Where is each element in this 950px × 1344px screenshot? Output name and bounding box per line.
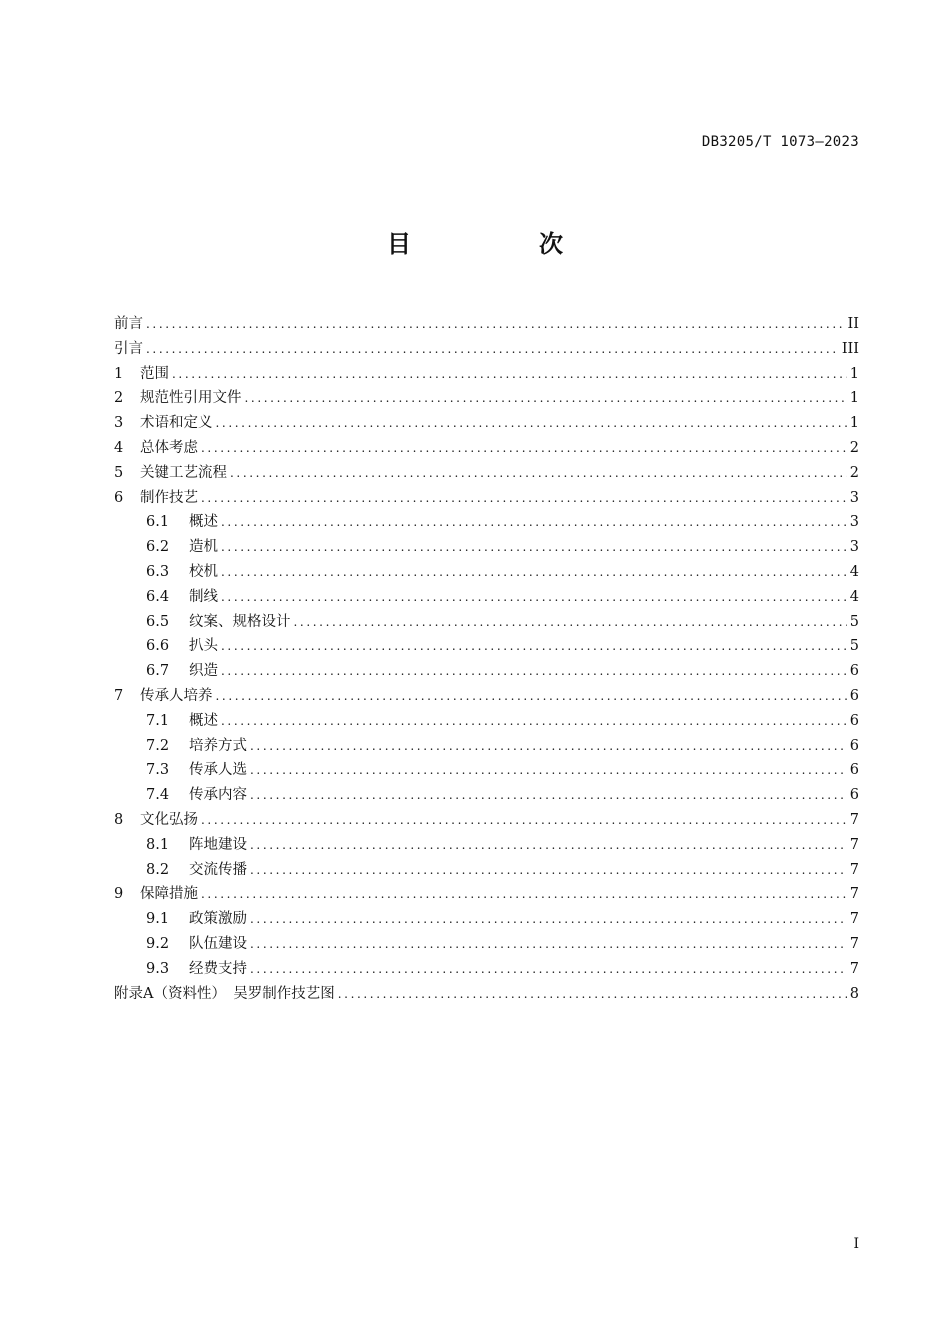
toc-entry[interactable] (114, 634, 859, 659)
toc-entry-page: 6 (849, 663, 859, 680)
toc-entry-page: 4 (849, 563, 859, 580)
table-of-contents (114, 312, 859, 1006)
toc-entry-label: 队伍建设 (189, 935, 247, 952)
toc-entry-label: 经费支持 (189, 960, 247, 977)
dot-leader (221, 510, 847, 535)
toc-entry-number: 9.3 (146, 960, 170, 977)
toc-entry-page: II (847, 316, 859, 332)
toc-entry-number: 6.1 (146, 514, 170, 531)
toc-entry-page: 7 (849, 836, 859, 853)
toc-entry-label: 传承人选 (189, 762, 247, 779)
dot-leader (216, 684, 847, 709)
toc-entry-label: 引言 (114, 340, 143, 357)
toc-entry-number: 8.2 (146, 861, 170, 878)
toc-entry-page: 7 (849, 861, 859, 878)
toc-entry[interactable] (114, 982, 859, 1007)
toc-entry-label: 培养方式 (189, 737, 247, 754)
toc-entry-label: 规范性引用文件 (140, 390, 242, 407)
toc-entry-label: 文化弘扬 (140, 811, 198, 828)
toc-entry-label: 附录A（资料性） 吴罗制作技艺图 (114, 985, 335, 1002)
toc-entry-page: 3 (849, 539, 859, 556)
toc-entry-number: 7.2 (146, 737, 170, 754)
toc-entry-page: 5 (849, 613, 859, 630)
toc-entry-page: 6 (849, 787, 859, 804)
toc-entry-number: 4 (114, 439, 124, 456)
dot-leader (221, 709, 847, 734)
toc-entry[interactable] (114, 312, 859, 337)
toc-entry-page: 7 (849, 911, 859, 928)
toc-entry-page: 7 (849, 811, 859, 828)
dot-leader (146, 337, 839, 362)
dot-leader (250, 858, 847, 883)
toc-entry-label: 制作技艺 (140, 489, 198, 506)
toc-entry-label: 校机 (189, 563, 218, 580)
toc-entry-number: 6.4 (146, 588, 170, 605)
toc-entry-page: 6 (849, 762, 859, 779)
toc-entry[interactable] (114, 709, 859, 734)
toc-entry-label: 交流传播 (189, 861, 247, 878)
toc-entry-number: 6.3 (146, 563, 170, 580)
dot-leader (250, 833, 847, 858)
dot-leader (294, 610, 847, 635)
toc-entry[interactable] (114, 436, 859, 461)
dot-leader (338, 982, 847, 1007)
toc-entry-number: 6.5 (146, 613, 170, 630)
toc-entry[interactable] (114, 882, 859, 907)
toc-entry[interactable] (114, 957, 859, 982)
toc-entry-number: 9.2 (146, 935, 170, 952)
dot-leader (250, 758, 847, 783)
dot-leader (172, 362, 847, 387)
toc-entry-number: 6.7 (146, 663, 170, 680)
toc-entry-page: 2 (849, 464, 859, 481)
dot-leader (245, 386, 847, 411)
toc-entry[interactable] (114, 858, 859, 883)
toc-entry-label: 概述 (189, 514, 218, 531)
toc-entry[interactable] (114, 907, 859, 932)
toc-entry-label: 概述 (189, 712, 218, 729)
dot-leader (221, 560, 847, 585)
toc-entry[interactable] (114, 610, 859, 635)
toc-entry-page: 2 (849, 439, 859, 456)
toc-entry-number: 7.1 (146, 712, 170, 729)
toc-entry-page: 4 (849, 588, 859, 605)
toc-entry-number: 7.4 (146, 787, 170, 804)
toc-entry-label: 纹案、规格设计 (189, 613, 291, 630)
toc-entry-page: 6 (849, 737, 859, 754)
toc-entry[interactable] (114, 932, 859, 957)
dot-leader (221, 585, 847, 610)
toc-entry-number: 3 (114, 415, 124, 432)
toc-entry-page: 3 (849, 489, 859, 506)
toc-entry-page: 5 (849, 638, 859, 655)
toc-entry-number: 7 (114, 687, 124, 704)
toc-entry-page: 1 (849, 415, 859, 432)
dot-leader (216, 411, 847, 436)
toc-entry-page: III (841, 340, 859, 357)
toc-entry-page: 6 (849, 687, 859, 704)
toc-entry-page: 7 (849, 935, 859, 952)
toc-entry[interactable] (114, 808, 859, 833)
toc-entry[interactable] (114, 411, 859, 436)
dot-leader (221, 535, 847, 560)
toc-entry[interactable] (114, 386, 859, 411)
toc-entry-page: 3 (849, 514, 859, 531)
dot-leader (250, 907, 847, 932)
toc-entry-label: 保障措施 (140, 886, 198, 903)
toc-entry-number: 6.6 (146, 638, 170, 655)
dot-leader (146, 312, 845, 337)
toc-entry-label: 扒头 (189, 638, 218, 655)
toc-entry[interactable] (114, 510, 859, 535)
toc-entry-page: 8 (849, 985, 859, 1002)
toc-entry-page: 7 (849, 886, 859, 903)
toc-title: 目 次 (387, 230, 615, 258)
toc-entry[interactable] (114, 337, 859, 362)
toc-entry-label: 术语和定义 (140, 415, 213, 432)
toc-entry-label: 阵地建设 (189, 836, 247, 853)
toc-entry-page: 6 (849, 712, 859, 729)
dot-leader (201, 436, 847, 461)
toc-entry[interactable] (114, 659, 859, 684)
toc-entry[interactable] (114, 461, 859, 486)
toc-entry[interactable] (114, 833, 859, 858)
toc-entry-page: 7 (849, 960, 859, 977)
toc-entry-page: 1 (849, 390, 859, 407)
toc-entry[interactable] (114, 362, 859, 387)
toc-entry-label: 前言 (114, 316, 143, 332)
dot-leader (250, 783, 847, 808)
document-code: DB3205/T 1073—2023 (701, 134, 859, 150)
dot-leader (230, 461, 847, 486)
toc-entry[interactable] (114, 486, 859, 511)
toc-entry[interactable] (114, 684, 859, 709)
toc-entry-label: 制线 (189, 588, 218, 605)
toc-entry-number: 5 (114, 464, 124, 481)
toc-entry[interactable] (114, 560, 859, 585)
toc-entry-number: 2 (114, 390, 124, 407)
toc-entry[interactable] (114, 585, 859, 610)
toc-entry-number: 9.1 (146, 911, 170, 928)
dot-leader (250, 734, 847, 759)
toc-entry-label: 传承内容 (189, 787, 247, 804)
toc-entry-number: 9 (114, 886, 124, 903)
toc-entry-label: 传承人培养 (140, 687, 213, 704)
toc-entry-number: 6.2 (146, 539, 170, 556)
toc-entry-number: 8 (114, 811, 124, 828)
toc-entry-label: 政策激励 (189, 911, 247, 928)
toc-entry-page: 1 (849, 365, 859, 382)
toc-entry-number: 1 (114, 365, 124, 382)
dot-leader (201, 808, 847, 833)
page-number: I (853, 1236, 859, 1252)
toc-entry-label: 总体考虑 (140, 439, 198, 456)
toc-entry-label: 关键工艺流程 (140, 464, 227, 481)
toc-entry[interactable] (114, 758, 859, 783)
toc-entry-number: 8.1 (146, 836, 170, 853)
dot-leader (201, 486, 847, 511)
dot-leader (250, 957, 847, 982)
toc-entry-number: 6 (114, 489, 124, 506)
dot-leader (221, 634, 847, 659)
toc-entry[interactable] (114, 734, 859, 759)
dot-leader (201, 882, 847, 907)
dot-leader (250, 932, 847, 957)
toc-entry[interactable] (114, 783, 859, 808)
toc-entry-label: 范围 (140, 365, 169, 382)
toc-entry[interactable] (114, 535, 859, 560)
toc-entry-label: 造机 (189, 539, 218, 556)
toc-entry-number: 7.3 (146, 762, 170, 779)
dot-leader (221, 659, 847, 684)
toc-entry-label: 织造 (189, 663, 218, 680)
